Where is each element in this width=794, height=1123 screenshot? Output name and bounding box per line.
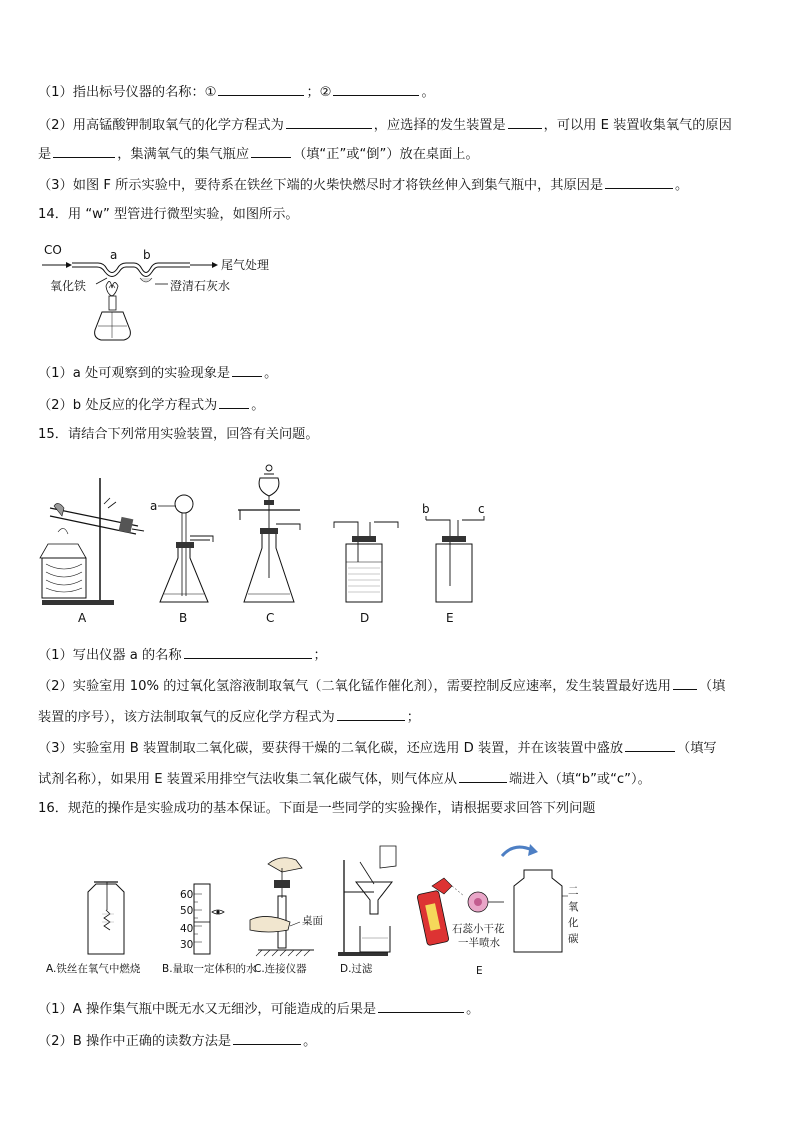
co2-bottle <box>514 870 562 952</box>
caption-d: D.过滤 <box>340 963 373 975</box>
answer-blank[interactable] <box>232 363 262 377</box>
q13-part3: （3）如图 F 所示实验中，要待系在铁丝下端的火柴快燃尽时才将铁丝伸入到集气瓶中，其原因是 。 <box>38 175 688 195</box>
flame-icon <box>106 281 118 296</box>
label-a: A <box>78 611 87 625</box>
tail-gas-label: 尾气处理 <box>221 258 270 272</box>
answer-blank[interactable] <box>337 707 405 721</box>
answer-blank[interactable] <box>184 645 312 659</box>
answer-blank[interactable] <box>605 175 673 189</box>
q13-part2-line1: （2）用高锰酸钾制取氧气的化学方程式为 ，应选择的发生装置是 ，可以用 E 装置收集氧气的原因 <box>38 115 732 135</box>
w-tube-figure <box>40 238 300 348</box>
operation-b <box>162 884 257 975</box>
hand-icon <box>268 858 302 872</box>
desk-label: 桌面 <box>302 915 323 927</box>
answer-blank[interactable] <box>286 115 372 129</box>
caption-a: A.铁丝在氧气中燃烧 <box>46 963 141 975</box>
scale-60: 60 <box>180 889 194 901</box>
scale-30: 30 <box>180 939 194 951</box>
q13-part2-line2: 是 ，集满氧气的集气瓶应 （填“正”或“倒”）放在桌面上。 <box>38 144 479 164</box>
co2-label-2: 氧 <box>568 901 579 913</box>
operation-c <box>250 858 323 975</box>
label-c: C <box>266 611 275 625</box>
answer-blank[interactable] <box>625 738 675 752</box>
q15-part2-line1: （2）实验室用 10% 的过氧化氢溶液制取氧气（二氧化锰作催化剂），需要控制反应速率，发生装置最好选用 （填 <box>38 676 725 696</box>
caption-b: B.量取一定体积的水 <box>162 963 257 975</box>
co2-label-3: 化 <box>568 917 579 929</box>
operation-a <box>46 882 141 975</box>
q15-part3-line2: 试剂名称），如果用 E 装置采用排空气法收集二氧化碳气体，则气体应从 端进入（填“b”或“c”）。 <box>38 769 651 789</box>
a-label: a <box>110 248 118 262</box>
q16-part1: （1）A 操作集气瓶中既无水又无细沙，可能造成的后果是 。 <box>38 999 479 1019</box>
answer-blank[interactable] <box>219 395 249 409</box>
operation-d <box>338 846 396 975</box>
answer-blank[interactable] <box>218 82 304 96</box>
label-e: E <box>446 611 454 625</box>
co2-label-1: 二 <box>568 885 579 897</box>
q14-part2: （2）b 处反应的化学方程式为 。 <box>38 395 264 415</box>
co-label: CO <box>44 243 62 257</box>
apparatus-e <box>422 502 485 625</box>
caption-c: C.连接仪器 <box>254 963 307 975</box>
operation-e <box>417 844 579 977</box>
iron-oxide-label: 氧化铁 <box>50 279 87 293</box>
apparatus-c <box>238 465 300 625</box>
apparatus-a <box>40 478 144 625</box>
apparatus-figure <box>38 458 518 630</box>
flower-label-1: 石蕊小干花 <box>452 923 505 935</box>
arrow-icon <box>502 847 532 856</box>
q16-part2: （2）B 操作中正确的读数方法是 。 <box>38 1031 316 1051</box>
co2-label-4: 碳 <box>568 933 579 945</box>
apparatus-d <box>334 522 398 625</box>
q15-part1: （1）写出仪器 a 的名称 ； <box>38 645 327 665</box>
q14-title: 14．用 “w” 型管进行微型实验，如图所示。 <box>38 207 299 222</box>
a-pointer-label: a <box>150 499 158 513</box>
c-port-label: c <box>478 502 485 516</box>
answer-blank[interactable] <box>53 144 115 158</box>
answer-blank[interactable] <box>673 676 697 690</box>
q15-title: 15．请结合下列常用实验装置，回答有关问题。 <box>38 427 319 442</box>
answer-blank[interactable] <box>378 999 464 1013</box>
flower-label-2: 一半喷水 <box>458 937 500 949</box>
answer-blank[interactable] <box>508 115 542 129</box>
scale-40: 40 <box>180 923 194 935</box>
limewater-label: 澄清石灰水 <box>170 279 231 293</box>
q14-part1: （1）a 处可观察到的实验现象是 。 <box>38 363 277 383</box>
apparatus-b <box>150 495 213 625</box>
q15-part3-line1: （3）实验室用 B 装置制取二氧化碳，要获得干燥的二氧化碳，还应选用 D 装置，并在该装置中盛放 （填写 <box>38 738 717 758</box>
q16-title: 16．规范的操作是实验成功的基本保证。下面是一些同学的实验操作，请根据要求回答下列问题 <box>38 801 596 816</box>
scale-50: 50 <box>180 905 194 917</box>
b-port-label: b <box>422 502 430 516</box>
b-label: b <box>143 248 151 262</box>
operations-figure <box>44 838 594 984</box>
answer-blank[interactable] <box>233 1031 301 1045</box>
answer-blank[interactable] <box>459 769 507 783</box>
answer-blank[interactable] <box>251 144 291 158</box>
label-d: D <box>360 611 370 625</box>
q15-part2-line2: 装置的序号），该方法制取氧气的反应化学方程式为 ； <box>38 707 420 727</box>
label-b: B <box>179 611 188 625</box>
q13-part1: （1）指出标号仪器的名称：① ；② 。 <box>38 82 435 102</box>
caption-e: E <box>476 965 483 977</box>
answer-blank[interactable] <box>333 82 419 96</box>
